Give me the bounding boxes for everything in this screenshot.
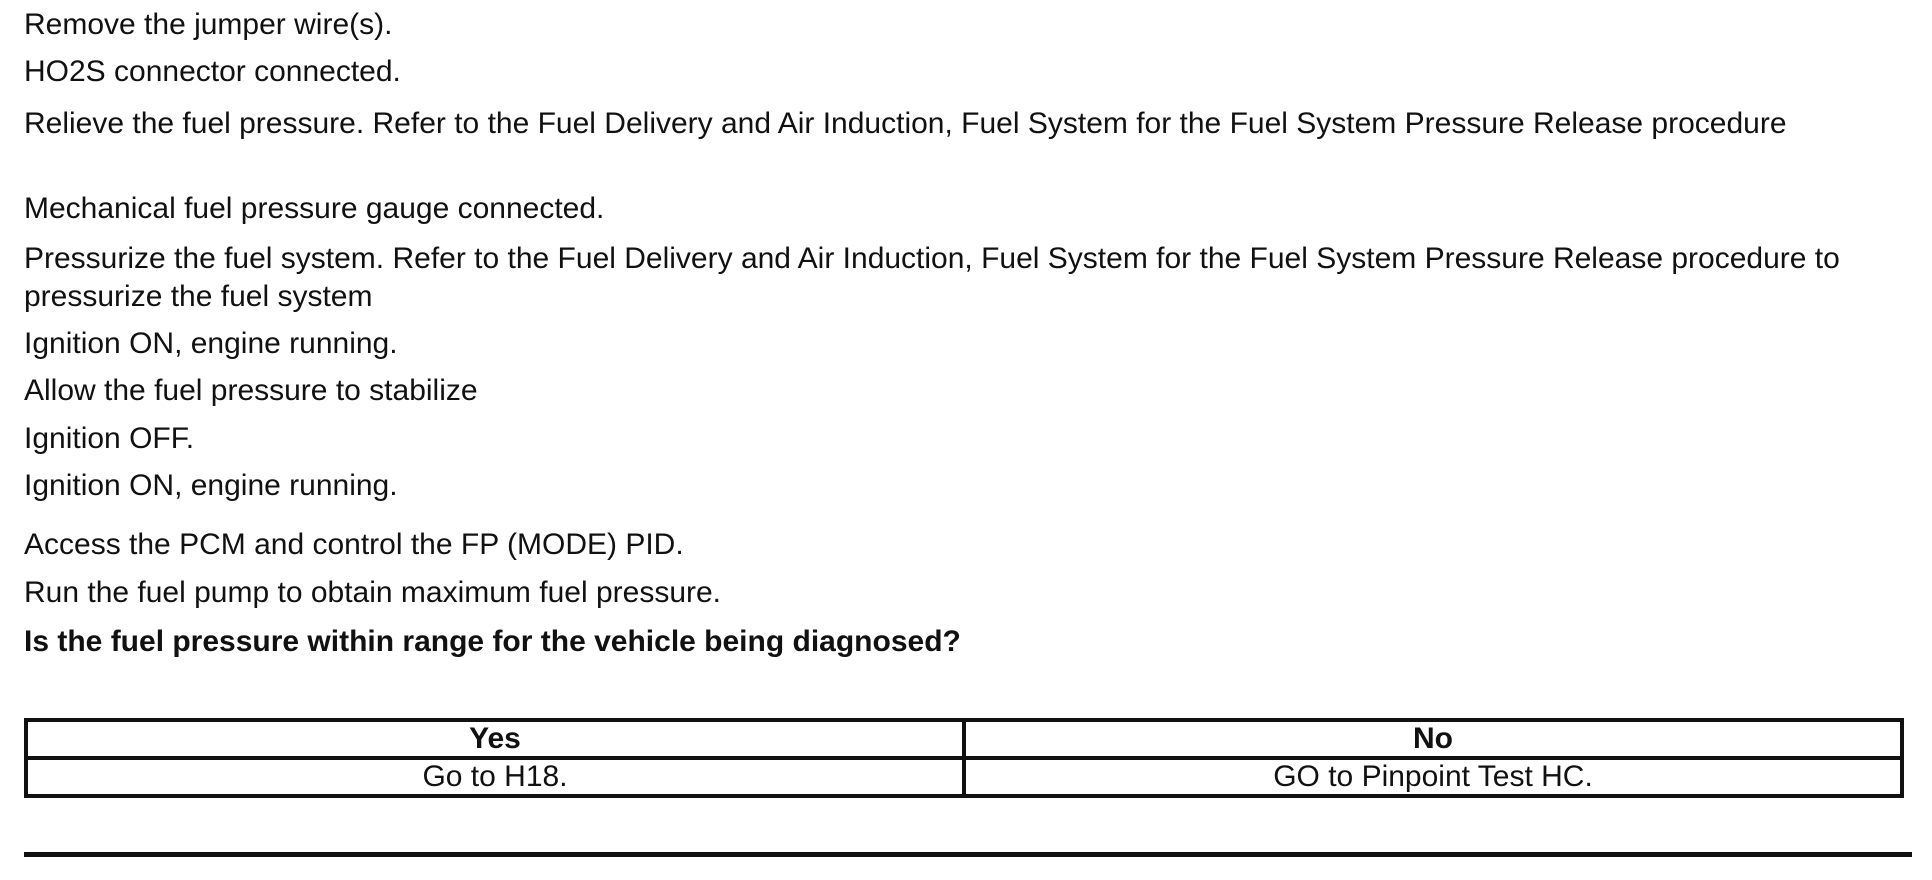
- step-allow-stabilize: Allow the fuel pressure to stabilize: [24, 374, 478, 407]
- header-yes: Yes: [26, 720, 964, 758]
- diagnostic-question: Is the fuel pressure within range for the vehicle being diagnosed?: [24, 625, 961, 658]
- table-row: [26, 758, 1902, 796]
- cell-no-action: GO to Pinpoint Test HC.: [964, 758, 1902, 796]
- step-run-fuel-pump: Run the fuel pump to obtain maximum fuel pressure.: [24, 576, 722, 609]
- step-relieve-fuel-pressure: Relieve the fuel pressure. Refer to the Fuel Delivery and Air Induction, Fuel System for the Fuel System Pressure Release procedure: [24, 107, 1787, 140]
- step-ignition-on-2: Ignition ON, engine running.: [24, 469, 398, 502]
- step-remove-jumper: Remove the jumper wire(s).: [24, 8, 393, 41]
- cell-yes-action: Go to H18.: [26, 758, 964, 796]
- header-no: No: [964, 720, 1902, 758]
- table-header-row: [26, 720, 1902, 758]
- step-gauge-connected: Mechanical fuel pressure gauge connected.: [24, 192, 605, 225]
- step-ignition-on-1: Ignition ON, engine running.: [24, 327, 398, 360]
- step-pressurize-fuel-system: Pressurize the fuel system. Refer to the Fuel Delivery and Air Induction, Fuel System for the Fuel System Pressure Release procedure to pressurize the fuel system: [24, 242, 1840, 313]
- step-access-pcm: Access the PCM and control the FP (MODE) PID.: [24, 528, 684, 561]
- section-divider: [24, 852, 1912, 857]
- step-ho2s-connected: HO2S connector connected.: [24, 55, 401, 88]
- step-ignition-off: Ignition OFF.: [24, 422, 195, 455]
- yes-no-table: [24, 718, 1904, 798]
